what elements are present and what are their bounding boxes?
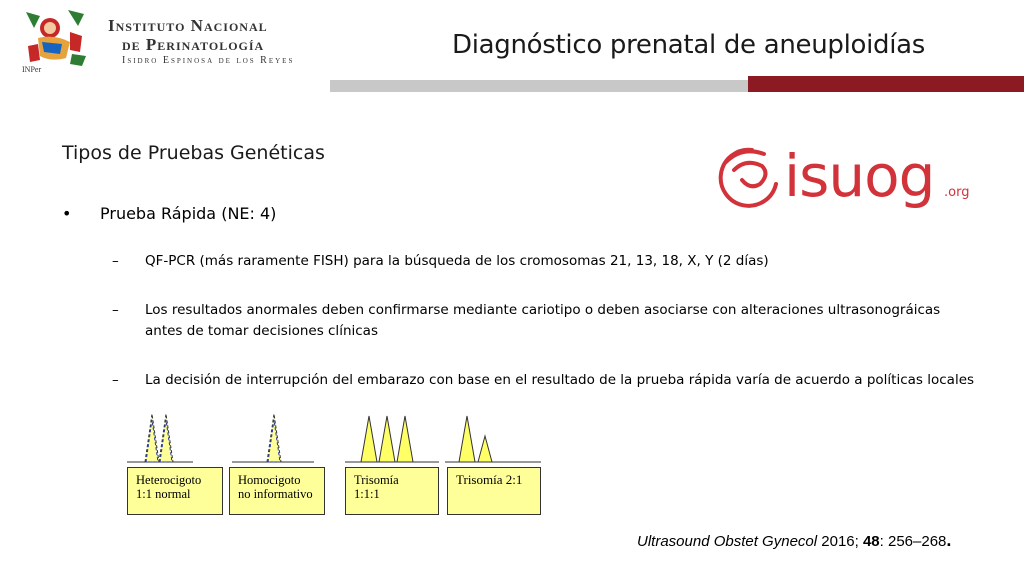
header-bar-gray bbox=[330, 80, 748, 92]
peak-yellow bbox=[379, 416, 395, 462]
diagram-label-box bbox=[229, 467, 325, 515]
diagram-label-line2: 2:1 bbox=[505, 472, 523, 487]
slide-title: Diagnóstico prenatal de aneuploidías bbox=[452, 30, 926, 60]
bullet-symbol: • bbox=[62, 204, 72, 223]
institution-name bbox=[108, 16, 294, 68]
sub-item-text: QF-PCR (más raramente FISH) para la búsqueda de los cromosomas 21, 13, 18, X, Y (2 días) bbox=[145, 253, 769, 269]
peak-diagram-homozygous bbox=[232, 412, 314, 464]
citation-journal: Ultrasound Obstet Gynecol bbox=[637, 533, 818, 550]
citation-end: . bbox=[946, 530, 952, 550]
diagram-label-box bbox=[127, 467, 223, 515]
peak-yellow bbox=[478, 436, 492, 462]
citation-pages: : 256–268 bbox=[879, 533, 947, 550]
peak-yellow bbox=[397, 416, 413, 462]
dash-symbol: – bbox=[112, 302, 119, 318]
header-bar-red bbox=[748, 76, 1024, 92]
diagram-label-line1: Trisomía bbox=[354, 473, 399, 487]
institution-line-1: Instituto Nacional bbox=[108, 16, 268, 35]
diagram-label-box bbox=[447, 467, 541, 515]
diagram-label-line2: 1:1:1 bbox=[354, 487, 380, 501]
dash-symbol: – bbox=[112, 253, 119, 269]
inper-logo bbox=[20, 6, 92, 74]
sub-item-text: La decisión de interrupción del embarazo con base en el resultado de la prueba rápida varía de acuerdo a políticas locales bbox=[145, 372, 975, 388]
diagram-label-line2: no informativo bbox=[238, 487, 313, 501]
isuog-suffix: .org bbox=[944, 185, 970, 200]
citation bbox=[637, 530, 951, 551]
isuog-emblem-icon bbox=[721, 150, 776, 206]
institution-line-2: de Perinatología bbox=[122, 35, 265, 54]
isuog-text: isuog bbox=[784, 142, 935, 210]
citation-year: 2016; bbox=[817, 533, 863, 550]
diagram-label-line1: Homocigoto bbox=[238, 473, 301, 487]
peak-diagram-heterozygous bbox=[127, 412, 193, 464]
diagram-label-line1: Trisomía bbox=[456, 472, 503, 487]
citation-volume: 48 bbox=[862, 533, 880, 550]
bullet-text: Prueba Rápida (NE: 4) bbox=[100, 204, 277, 223]
diagram-label-line1: Heterocigoto bbox=[136, 473, 202, 487]
peak-diagram-trisomy-111 bbox=[345, 412, 439, 464]
diagram-label-box bbox=[345, 467, 439, 515]
sub-item-text: Los resultados anormales deben confirmarse mediante cariotipo o deben asociarse con alteraciones ultrasonográicas antes de tomar decisiones clínicas bbox=[145, 302, 941, 339]
peak-yellow bbox=[361, 416, 377, 462]
peak-yellow bbox=[459, 416, 475, 462]
section-subtitle: Tipos de Pruebas Genéticas bbox=[62, 142, 325, 164]
isuog-logo bbox=[712, 140, 974, 210]
diagram-label-line2: 1:1 normal bbox=[136, 487, 191, 501]
peak-diagram-trisomy-21 bbox=[445, 412, 541, 464]
dash-symbol: – bbox=[112, 372, 119, 388]
logo-caption: INPer bbox=[22, 65, 42, 74]
institution-line-3: Isidro Espinosa de los Reyes bbox=[122, 55, 295, 66]
